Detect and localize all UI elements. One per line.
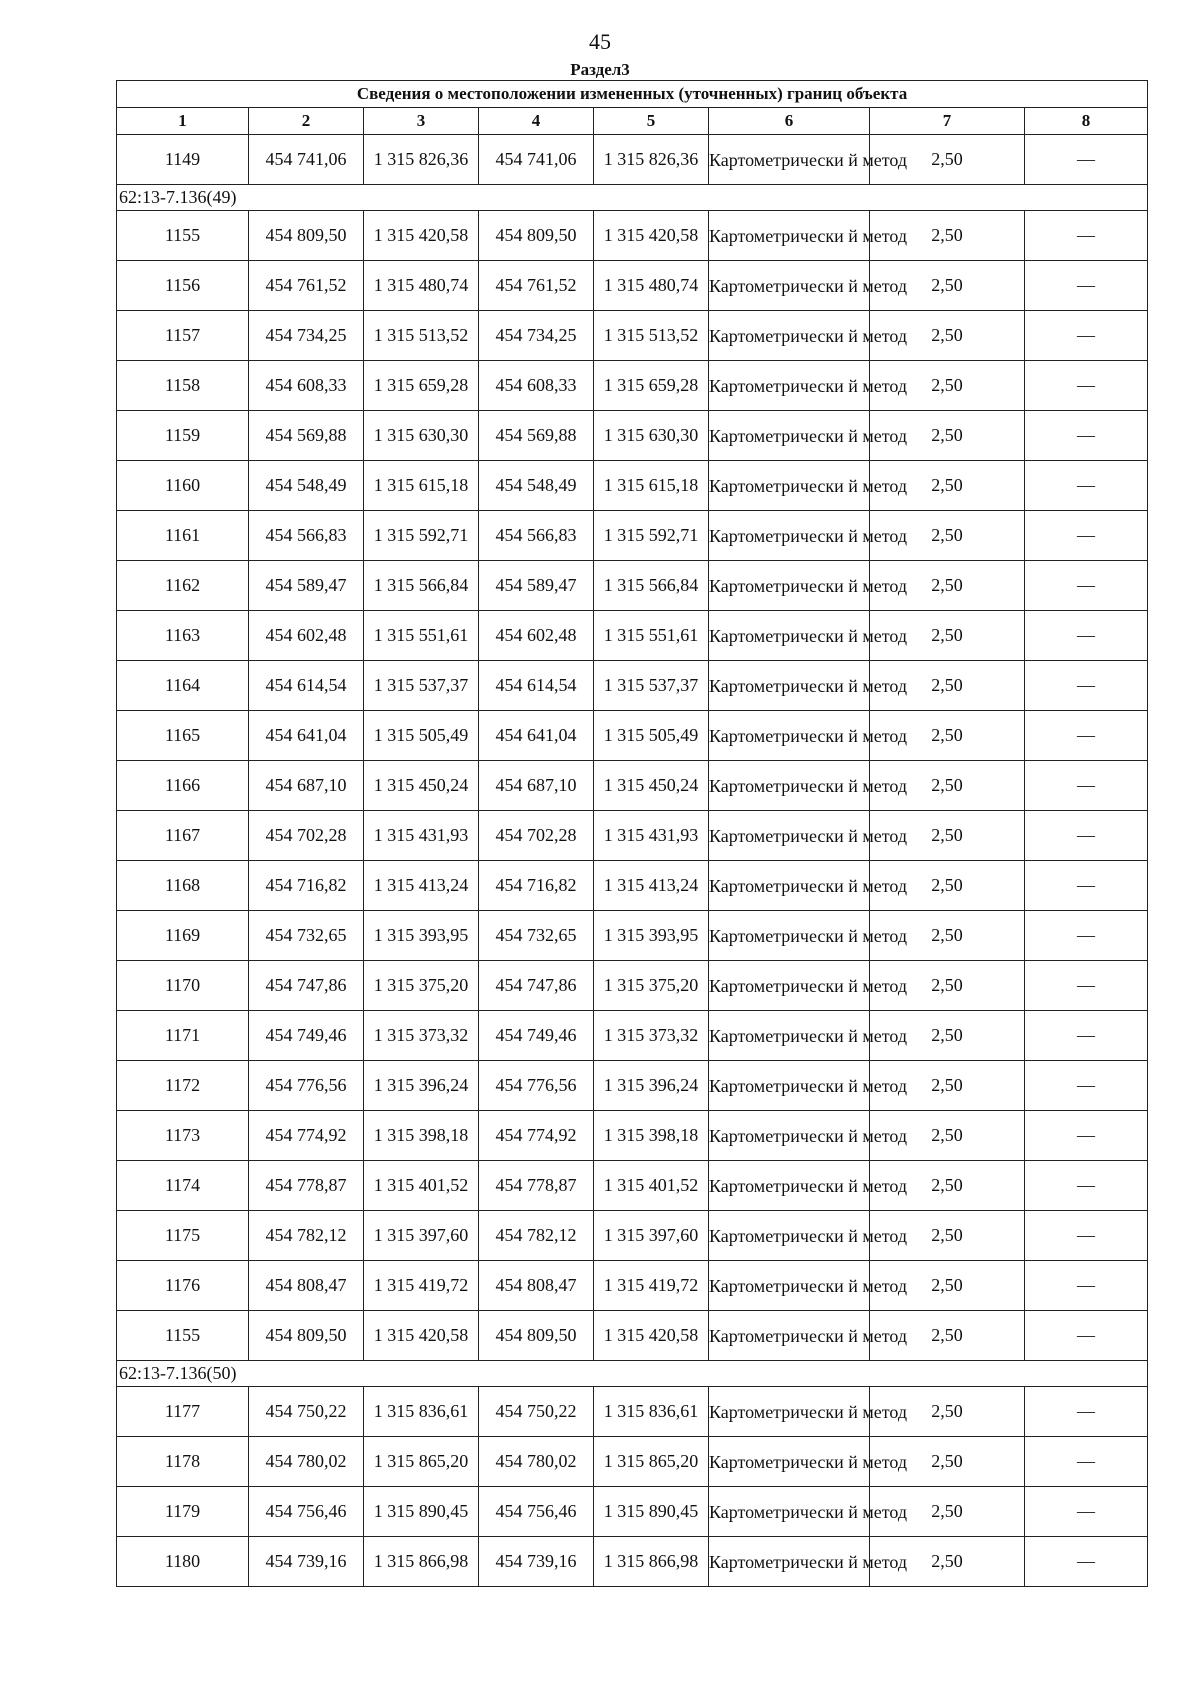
accuracy-cell: 2,50 [870, 1111, 1025, 1161]
description-cell: — [1025, 661, 1148, 711]
accuracy-cell: 2,50 [870, 1261, 1025, 1311]
x-old-cell: 454 569,88 [249, 411, 364, 461]
y-new-cell: 1 315 419,72 [594, 1261, 709, 1311]
method-cell: Картометрически й метод [709, 711, 870, 761]
y-new-cell: 1 315 420,58 [594, 1311, 709, 1361]
y-new-cell: 1 315 826,36 [594, 135, 709, 185]
table-row [117, 461, 1148, 511]
x-new-cell: 454 569,88 [479, 411, 594, 461]
point-number-cell: 1169 [117, 911, 249, 961]
description-cell: — [1025, 311, 1148, 361]
accuracy-cell: 2,50 [870, 1061, 1025, 1111]
x-new-cell: 454 602,48 [479, 611, 594, 661]
x-new-cell: 454 608,33 [479, 361, 594, 411]
accuracy-cell: 2,50 [870, 511, 1025, 561]
method-cell: Картометрически й метод [709, 511, 870, 561]
y-new-cell: 1 315 615,18 [594, 461, 709, 511]
method-cell: Картометрически й метод [709, 1311, 870, 1361]
x-old-cell: 454 608,33 [249, 361, 364, 411]
accuracy-cell: 2,50 [870, 1437, 1025, 1487]
y-old-cell: 1 315 505,49 [364, 711, 479, 761]
x-old-cell: 454 774,92 [249, 1111, 364, 1161]
x-old-cell: 454 739,16 [249, 1537, 364, 1587]
x-new-cell: 454 702,28 [479, 811, 594, 861]
table-row [117, 811, 1148, 861]
x-old-cell: 454 782,12 [249, 1211, 364, 1261]
column-number: 1 [117, 108, 249, 135]
method-cell: Картометрически й метод [709, 311, 870, 361]
x-old-cell: 454 780,02 [249, 1437, 364, 1487]
description-cell: — [1025, 1437, 1148, 1487]
table-row [117, 711, 1148, 761]
accuracy-cell: 2,50 [870, 1537, 1025, 1587]
accuracy-cell: 2,50 [870, 461, 1025, 511]
y-new-cell: 1 315 401,52 [594, 1161, 709, 1211]
y-old-cell: 1 315 450,24 [364, 761, 479, 811]
table-row [117, 661, 1148, 711]
table-row [117, 211, 1148, 261]
x-new-cell: 454 774,92 [479, 1111, 594, 1161]
x-old-cell: 454 749,46 [249, 1011, 364, 1061]
x-old-cell: 454 778,87 [249, 1161, 364, 1211]
point-number-cell: 1179 [117, 1487, 249, 1537]
point-number-cell: 1180 [117, 1537, 249, 1587]
y-old-cell: 1 315 401,52 [364, 1161, 479, 1211]
y-new-cell: 1 315 866,98 [594, 1537, 709, 1587]
table-row [117, 861, 1148, 911]
x-old-cell: 454 641,04 [249, 711, 364, 761]
method-cell: Картометрически й метод [709, 961, 870, 1011]
description-cell: — [1025, 1061, 1148, 1111]
description-cell: — [1025, 1261, 1148, 1311]
method-cell: Картометрически й метод [709, 661, 870, 711]
y-new-cell: 1 315 659,28 [594, 361, 709, 411]
method-cell: Картометрически й метод [709, 1111, 870, 1161]
method-cell: Картометрически й метод [709, 811, 870, 861]
x-new-cell: 454 761,52 [479, 261, 594, 311]
column-number: 6 [709, 108, 870, 135]
x-new-cell: 454 809,50 [479, 1311, 594, 1361]
table-row [117, 1211, 1148, 1261]
y-new-cell: 1 315 505,49 [594, 711, 709, 761]
method-cell: Картометрически й метод [709, 911, 870, 961]
table-title-row [117, 81, 1148, 108]
point-number-cell: 1155 [117, 211, 249, 261]
y-old-cell: 1 315 397,60 [364, 1211, 479, 1261]
y-old-cell: 1 315 890,45 [364, 1487, 479, 1537]
accuracy-cell: 2,50 [870, 861, 1025, 911]
y-new-cell: 1 315 480,74 [594, 261, 709, 311]
y-old-cell: 1 315 513,52 [364, 311, 479, 361]
accuracy-cell: 2,50 [870, 661, 1025, 711]
x-old-cell: 454 776,56 [249, 1061, 364, 1111]
accuracy-cell: 2,50 [870, 611, 1025, 661]
y-old-cell: 1 315 419,72 [364, 1261, 479, 1311]
method-cell: Картометрически й метод [709, 1011, 870, 1061]
description-cell: — [1025, 135, 1148, 185]
y-old-cell: 1 315 480,74 [364, 261, 479, 311]
y-new-cell: 1 315 373,32 [594, 1011, 709, 1061]
description-cell: — [1025, 1211, 1148, 1261]
x-new-cell: 454 566,83 [479, 511, 594, 561]
point-number-cell: 1155 [117, 1311, 249, 1361]
method-cell: Картометрически й метод [709, 411, 870, 461]
x-new-cell: 454 641,04 [479, 711, 594, 761]
point-number-cell: 1176 [117, 1261, 249, 1311]
y-new-cell: 1 315 397,60 [594, 1211, 709, 1261]
x-new-cell: 454 782,12 [479, 1211, 594, 1261]
method-cell: Картометрически й метод [709, 135, 870, 185]
column-number: 7 [870, 108, 1025, 135]
description-cell: — [1025, 261, 1148, 311]
table-row [117, 961, 1148, 1011]
description-cell: — [1025, 361, 1148, 411]
column-number: 8 [1025, 108, 1148, 135]
y-old-cell: 1 315 866,98 [364, 1537, 479, 1587]
x-new-cell: 454 809,50 [479, 211, 594, 261]
point-number-cell: 1158 [117, 361, 249, 411]
description-cell: — [1025, 1011, 1148, 1061]
method-cell: Картометрически й метод [709, 261, 870, 311]
method-cell: Картометрически й метод [709, 611, 870, 661]
method-cell: Картометрически й метод [709, 561, 870, 611]
method-cell: Картометрически й метод [709, 211, 870, 261]
accuracy-cell: 2,50 [870, 1161, 1025, 1211]
accuracy-cell: 2,50 [870, 361, 1025, 411]
y-new-cell: 1 315 450,24 [594, 761, 709, 811]
table-row [117, 1161, 1148, 1211]
x-old-cell: 454 734,25 [249, 311, 364, 361]
x-old-cell: 454 756,46 [249, 1487, 364, 1537]
x-old-cell: 454 809,50 [249, 1311, 364, 1361]
table-row [117, 611, 1148, 661]
accuracy-cell: 2,50 [870, 1487, 1025, 1537]
page-number: 45 [589, 29, 611, 54]
point-number-cell: 1177 [117, 1387, 249, 1437]
method-cell: Картометрически й метод [709, 1437, 870, 1487]
y-new-cell: 1 315 431,93 [594, 811, 709, 861]
point-number-cell: 1163 [117, 611, 249, 661]
method-cell: Картометрически й метод [709, 761, 870, 811]
point-number-cell: 1164 [117, 661, 249, 711]
x-new-cell: 454 614,54 [479, 661, 594, 711]
x-old-cell: 454 614,54 [249, 661, 364, 711]
x-old-cell: 454 808,47 [249, 1261, 364, 1311]
description-cell: — [1025, 1487, 1148, 1537]
x-old-cell: 454 761,52 [249, 261, 364, 311]
description-cell: — [1025, 761, 1148, 811]
x-new-cell: 454 687,10 [479, 761, 594, 811]
x-old-cell: 454 747,86 [249, 961, 364, 1011]
x-new-cell: 454 750,22 [479, 1387, 594, 1437]
y-old-cell: 1 315 659,28 [364, 361, 479, 411]
accuracy-cell: 2,50 [870, 911, 1025, 961]
accuracy-cell: 2,50 [870, 1311, 1025, 1361]
y-old-cell: 1 315 551,61 [364, 611, 479, 661]
accuracy-cell: 2,50 [870, 561, 1025, 611]
table-row [117, 1061, 1148, 1111]
y-old-cell: 1 315 615,18 [364, 461, 479, 511]
accuracy-cell: 2,50 [870, 1211, 1025, 1261]
accuracy-cell: 2,50 [870, 211, 1025, 261]
cadastral-number-label: 62:13-7.136(50) [117, 1361, 1148, 1387]
y-new-cell: 1 315 890,45 [594, 1487, 709, 1537]
point-number-cell: 1165 [117, 711, 249, 761]
y-old-cell: 1 315 396,24 [364, 1061, 479, 1111]
table-row [117, 1261, 1148, 1311]
y-new-cell: 1 315 513,52 [594, 311, 709, 361]
column-number: 4 [479, 108, 594, 135]
x-new-cell: 454 739,16 [479, 1537, 594, 1587]
y-new-cell: 1 315 398,18 [594, 1111, 709, 1161]
description-cell: — [1025, 511, 1148, 561]
y-old-cell: 1 315 420,58 [364, 211, 479, 261]
point-number-cell: 1167 [117, 811, 249, 861]
y-old-cell: 1 315 431,93 [364, 811, 479, 861]
description-cell: — [1025, 461, 1148, 511]
point-number-cell: 1156 [117, 261, 249, 311]
table-title: Сведения о местоположении измененных (уточненных) границ объекта [117, 81, 1148, 108]
method-cell: Картометрически й метод [709, 1261, 870, 1311]
table-row [117, 1487, 1148, 1537]
description-cell: — [1025, 1537, 1148, 1587]
x-old-cell: 454 566,83 [249, 511, 364, 561]
point-number-cell: 1173 [117, 1111, 249, 1161]
point-number-cell: 1170 [117, 961, 249, 1011]
y-new-cell: 1 315 836,61 [594, 1387, 709, 1437]
point-number-cell: 1162 [117, 561, 249, 611]
x-old-cell: 454 716,82 [249, 861, 364, 911]
y-old-cell: 1 315 398,18 [364, 1111, 479, 1161]
accuracy-cell: 2,50 [870, 261, 1025, 311]
method-cell: Картометрически й метод [709, 1487, 870, 1537]
y-old-cell: 1 315 393,95 [364, 911, 479, 961]
y-new-cell: 1 315 551,61 [594, 611, 709, 661]
description-cell: — [1025, 911, 1148, 961]
column-number: 5 [594, 108, 709, 135]
accuracy-cell: 2,50 [870, 961, 1025, 1011]
accuracy-cell: 2,50 [870, 1011, 1025, 1061]
table-row [117, 361, 1148, 411]
method-cell: Картометрически й метод [709, 1061, 870, 1111]
x-new-cell: 454 747,86 [479, 961, 594, 1011]
group-header-row [117, 1361, 1148, 1387]
accuracy-cell: 2,50 [870, 811, 1025, 861]
point-number-cell: 1171 [117, 1011, 249, 1061]
x-new-cell: 454 776,56 [479, 1061, 594, 1111]
y-old-cell: 1 315 836,61 [364, 1387, 479, 1437]
point-number-cell: 1174 [117, 1161, 249, 1211]
method-cell: Картометрически й метод [709, 1537, 870, 1587]
y-new-cell: 1 315 592,71 [594, 511, 709, 561]
accuracy-cell: 2,50 [870, 761, 1025, 811]
table-body [117, 135, 1148, 1587]
description-cell: — [1025, 961, 1148, 1011]
table-row [117, 1111, 1148, 1161]
y-new-cell: 1 315 865,20 [594, 1437, 709, 1487]
x-old-cell: 454 750,22 [249, 1387, 364, 1437]
y-old-cell: 1 315 373,32 [364, 1011, 479, 1061]
y-old-cell: 1 315 630,30 [364, 411, 479, 461]
y-old-cell: 1 315 865,20 [364, 1437, 479, 1487]
table-row [117, 1011, 1148, 1061]
description-cell: — [1025, 711, 1148, 761]
table-row [117, 261, 1148, 311]
point-number-cell: 1159 [117, 411, 249, 461]
x-old-cell: 454 741,06 [249, 135, 364, 185]
section-label: Раздел3 [570, 60, 630, 79]
x-old-cell: 454 809,50 [249, 211, 364, 261]
y-old-cell: 1 315 413,24 [364, 861, 479, 911]
y-new-cell: 1 315 420,58 [594, 211, 709, 261]
table-row [117, 1387, 1148, 1437]
x-new-cell: 454 756,46 [479, 1487, 594, 1537]
y-new-cell: 1 315 537,37 [594, 661, 709, 711]
y-old-cell: 1 315 592,71 [364, 511, 479, 561]
x-new-cell: 454 808,47 [479, 1261, 594, 1311]
accuracy-cell: 2,50 [870, 711, 1025, 761]
x-old-cell: 454 732,65 [249, 911, 364, 961]
description-cell: — [1025, 1111, 1148, 1161]
y-old-cell: 1 315 826,36 [364, 135, 479, 185]
group-header-row [117, 185, 1148, 211]
description-cell: — [1025, 411, 1148, 461]
description-cell: — [1025, 1387, 1148, 1437]
x-new-cell: 454 548,49 [479, 461, 594, 511]
description-cell: — [1025, 561, 1148, 611]
cadastral-number-label: 62:13-7.136(49) [117, 185, 1148, 211]
column-numbers-row [117, 108, 1148, 135]
accuracy-cell: 2,50 [870, 311, 1025, 361]
x-old-cell: 454 602,48 [249, 611, 364, 661]
accuracy-cell: 2,50 [870, 1387, 1025, 1437]
point-number-cell: 1172 [117, 1061, 249, 1111]
table-row [117, 1311, 1148, 1361]
point-number-cell: 1166 [117, 761, 249, 811]
table-row [117, 1437, 1148, 1487]
x-old-cell: 454 548,49 [249, 461, 364, 511]
method-cell: Картометрически й метод [709, 1161, 870, 1211]
method-cell: Картометрически й метод [709, 1387, 870, 1437]
table-row [117, 1537, 1148, 1587]
table-row [117, 761, 1148, 811]
x-new-cell: 454 734,25 [479, 311, 594, 361]
x-old-cell: 454 702,28 [249, 811, 364, 861]
y-old-cell: 1 315 566,84 [364, 561, 479, 611]
column-number: 2 [249, 108, 364, 135]
table-row [117, 411, 1148, 461]
x-new-cell: 454 741,06 [479, 135, 594, 185]
coordinates-table [116, 80, 1148, 1587]
y-new-cell: 1 315 396,24 [594, 1061, 709, 1111]
method-cell: Картометрически й метод [709, 461, 870, 511]
y-old-cell: 1 315 537,37 [364, 661, 479, 711]
point-number-cell: 1157 [117, 311, 249, 361]
x-new-cell: 454 778,87 [479, 1161, 594, 1211]
point-number-cell: 1161 [117, 511, 249, 561]
y-new-cell: 1 315 375,20 [594, 961, 709, 1011]
table-row [117, 911, 1148, 961]
description-cell: — [1025, 861, 1148, 911]
description-cell: — [1025, 1311, 1148, 1361]
y-new-cell: 1 315 393,95 [594, 911, 709, 961]
y-old-cell: 1 315 375,20 [364, 961, 479, 1011]
description-cell: — [1025, 211, 1148, 261]
x-new-cell: 454 589,47 [479, 561, 594, 611]
table-row [117, 311, 1148, 361]
accuracy-cell: 2,50 [870, 135, 1025, 185]
description-cell: — [1025, 811, 1148, 861]
method-cell: Картометрически й метод [709, 1211, 870, 1261]
x-new-cell: 454 732,65 [479, 911, 594, 961]
point-number-cell: 1175 [117, 1211, 249, 1261]
table-row [117, 561, 1148, 611]
x-old-cell: 454 687,10 [249, 761, 364, 811]
description-cell: — [1025, 611, 1148, 661]
y-new-cell: 1 315 566,84 [594, 561, 709, 611]
point-number-cell: 1160 [117, 461, 249, 511]
point-number-cell: 1178 [117, 1437, 249, 1487]
x-new-cell: 454 749,46 [479, 1011, 594, 1061]
x-old-cell: 454 589,47 [249, 561, 364, 611]
accuracy-cell: 2,50 [870, 411, 1025, 461]
method-cell: Картометрически й метод [709, 861, 870, 911]
table-row [117, 511, 1148, 561]
x-new-cell: 454 716,82 [479, 861, 594, 911]
point-number-cell: 1149 [117, 135, 249, 185]
y-old-cell: 1 315 420,58 [364, 1311, 479, 1361]
table-row [117, 135, 1148, 185]
x-new-cell: 454 780,02 [479, 1437, 594, 1487]
column-number: 3 [364, 108, 479, 135]
y-new-cell: 1 315 413,24 [594, 861, 709, 911]
description-cell: — [1025, 1161, 1148, 1211]
method-cell: Картометрически й метод [709, 361, 870, 411]
point-number-cell: 1168 [117, 861, 249, 911]
y-new-cell: 1 315 630,30 [594, 411, 709, 461]
